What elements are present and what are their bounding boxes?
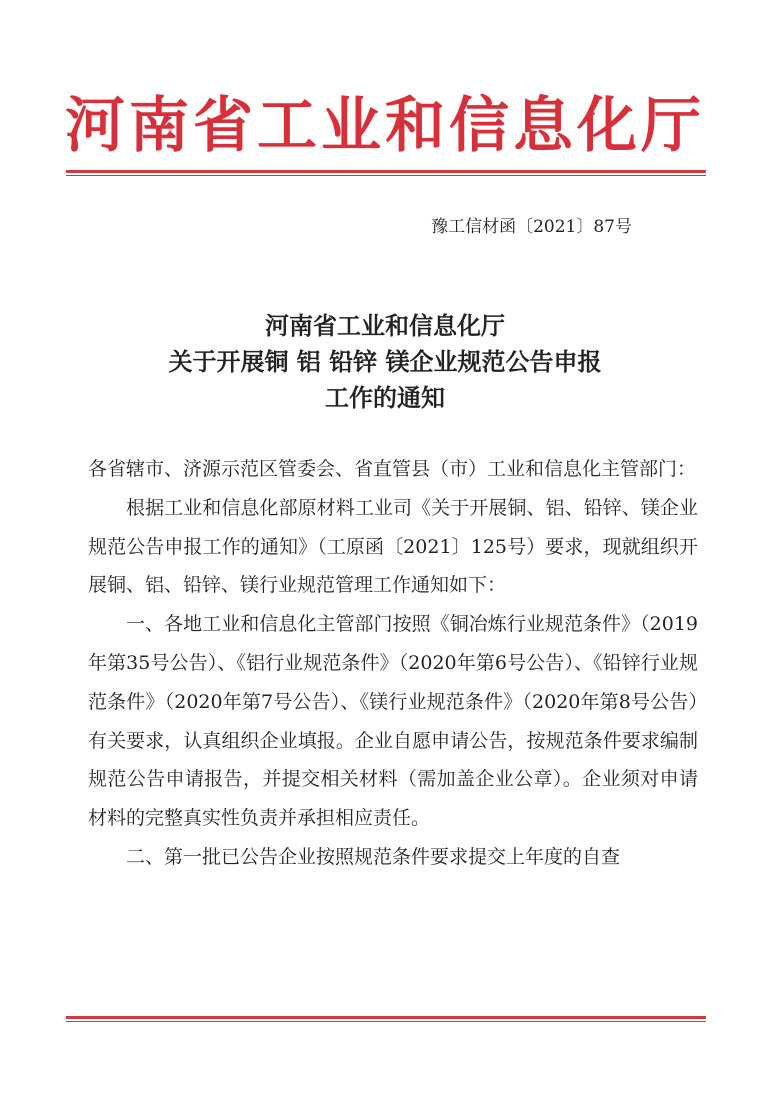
masthead-divider	[66, 170, 706, 176]
footer-divider	[66, 1016, 706, 1022]
document-body	[88, 450, 698, 877]
document-title	[0, 308, 770, 416]
paragraph-3: 二、第一批已公告企业按照规范条件要求提交上年度的自查	[126, 845, 621, 868]
divider-thin-line	[66, 175, 706, 176]
document-number: 豫工信材函〔2021〕87号	[431, 217, 632, 237]
masthead-title: 河南省工业和信息化厅	[65, 91, 705, 161]
title-line-3: 工作的通知	[325, 384, 445, 412]
salutation: 各省辖市、济源示范区管委会、省直管县（市）工业和信息化主管部门：	[88, 458, 697, 480]
title-line-1: 河南省工业和信息化厅	[265, 312, 505, 340]
paragraph-2: 一、各地工业和信息化主管部门按照《铜冶炼行业规范条件》（2019年第35号公告）、《铝行业规范条件》（2020年第6号公告）、《铅锌行业规范条件》（2020年第7号公告）、《镁行业规范条件》（2020年第8号公告）有关要求，认真组织企业填报。企业自愿申请公告，按规范条件要求编制规范公告申请报告，并提交相关材料（需加盖企业公章）。企业须对申请材料的完整真实性负责并承担相应责任。	[88, 613, 698, 830]
title-line-2: 关于开展铜 铝 铅锌 镁企业规范公告申报	[168, 348, 602, 376]
paragraph-1: 根据工业和信息化部原材料工业司《关于开展铜、铝、铅锌、镁企业规范公告申报工作的通知》（工原函〔2021〕125号）要求，现就组织开展铜、铝、铅锌、镁行业规范管理工作通知如下：	[88, 496, 698, 597]
divider-thin-line	[66, 1021, 706, 1022]
